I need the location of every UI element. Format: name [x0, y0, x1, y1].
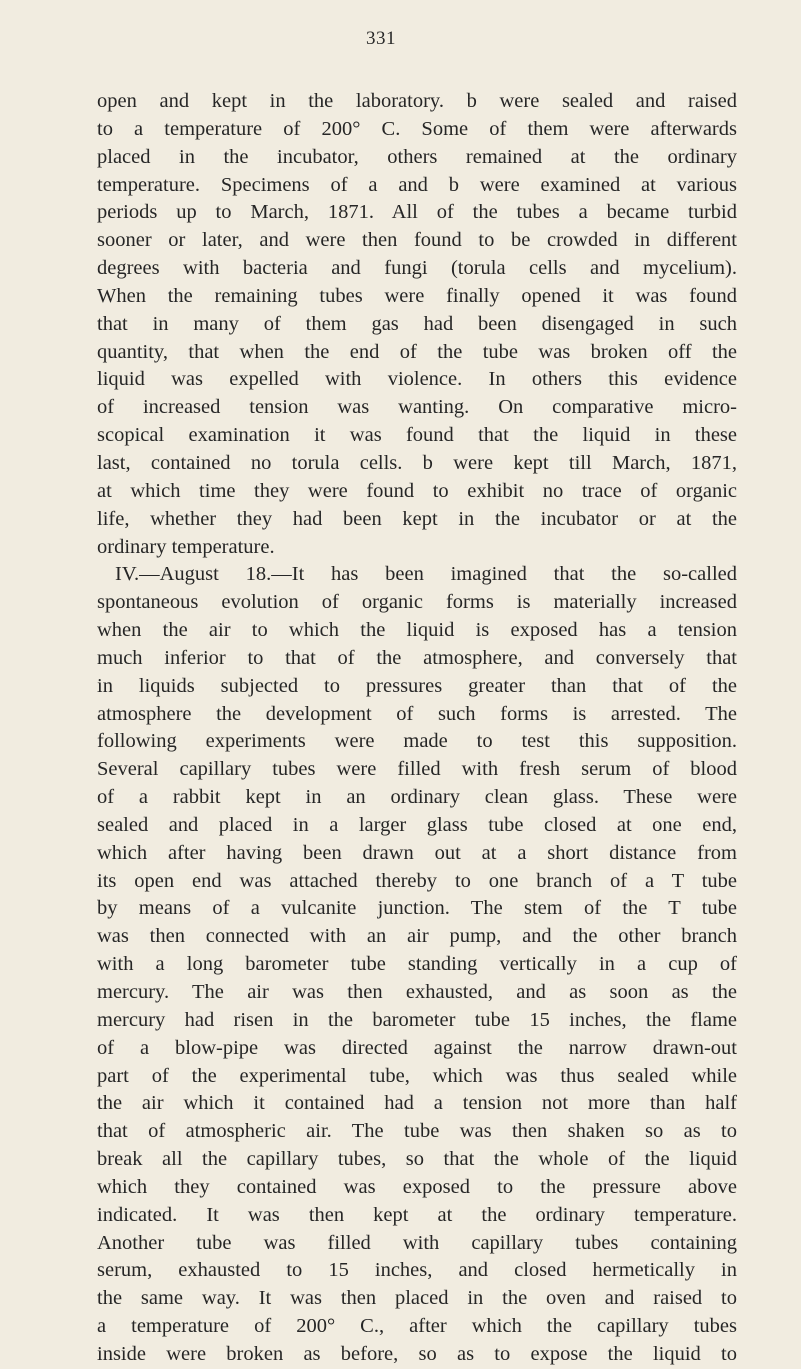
text-line: part of the experimental tube, which was thus sealed while [97, 1064, 737, 1087]
page-number: 331 [366, 28, 396, 49]
text-line: mercury had risen in the barometer tube 15 inches, the flame [97, 1008, 737, 1031]
text-line: that in many of them gas had been disengaged in such [97, 312, 737, 335]
text-line: liquid was expelled with violence. In others this evidence [97, 368, 737, 391]
text-line: scopical examination it was found that the liquid in these [97, 424, 737, 447]
text-line: break all the capillary tubes, so that the whole of the liquid [97, 1148, 737, 1171]
text-line: following experiments were made to test this supposition. [97, 730, 737, 753]
text-line: serum, exhausted to 15 inches, and closed hermetically in [97, 1259, 737, 1282]
section-heading-line: IV.—August 18.—It has been imagined that the so-called [115, 563, 737, 586]
text-line: at which time they were found to exhibit no trace of organic [97, 479, 737, 502]
text-line: of a blow-pipe was directed against the narrow drawn-out [97, 1036, 737, 1059]
text-line: sooner or later, and were then found to be crowded in different [97, 229, 737, 252]
text-line: when the air to which the liquid is exposed has a tension [97, 619, 737, 642]
text-line: to a temperature of 200° C. Some of them were afterwards [97, 117, 737, 140]
text-line: of a rabbit kept in an ordinary clean glass. These were [97, 786, 737, 809]
text-line: which they contained was exposed to the pressure above [97, 1175, 737, 1198]
text-line: sealed and placed in a larger glass tube closed at one end, [97, 813, 737, 836]
text-line: ordinary temperature. [97, 535, 275, 558]
text-line: the air which it contained had a tension not more than half [97, 1092, 737, 1115]
text-line: with a long barometer tube standing vertically in a cup of [97, 953, 737, 976]
text-line: periods up to March, 1871. All of the tubes a became turbid [97, 201, 737, 224]
text-line: a temperature of 200° C., after which the capillary tubes [97, 1315, 737, 1338]
text-line: of increased tension was wanting. On comparative micro- [97, 396, 737, 419]
text-line: quantity, that when the end of the tube was broken off the [97, 340, 737, 363]
text-line: by means of a vulcanite junction. The stem of the T tube [97, 897, 737, 920]
text-line: last, contained no torula cells. b were kept till March, 1871, [97, 451, 737, 474]
text-line: its open end was attached thereby to one branch of a T tube [97, 869, 737, 892]
text-line: Several capillary tubes were filled with fresh serum of blood [97, 758, 737, 781]
text-line: Another tube was filled with capillary tubes containing [97, 1231, 737, 1254]
text-line: atmosphere the development of such forms is arrested. The [97, 702, 737, 725]
text-line: inside were broken as before, so as to expose the liquid to [97, 1342, 737, 1365]
text-line: open and kept in the laboratory. b were sealed and raised [97, 90, 737, 112]
text-line: life, whether they had been kept in the incubator or at the [97, 507, 737, 530]
text-line: degrees with bacteria and fungi (torula cells and mycelium). [97, 257, 737, 280]
text-line: in liquids subjected to pressures greater than that of the [97, 674, 737, 697]
text-line: placed in the incubator, others remained at the ordinary [97, 145, 737, 168]
text-line: mercury. The air was then exhausted, and as soon as the [97, 981, 737, 1003]
text-line: that of atmospheric air. The tube was then shaken so as to [97, 1120, 737, 1143]
text-line: indicated. It was then kept at the ordinary temperature. [97, 1203, 737, 1226]
body-text [97, 88, 737, 1369]
text-line: which after having been drawn out at a short distance from [97, 841, 737, 864]
text-line: the same way. It was then placed in the oven and raised to [97, 1287, 737, 1310]
text-line: much inferior to that of the atmosphere, and conversely that [97, 646, 737, 669]
text-line: When the remaining tubes were finally opened it was found [97, 284, 737, 307]
text-line: spontaneous evolution of organic forms is materially increased [97, 591, 737, 614]
text-line: was then connected with an air pump, and the other branch [97, 925, 737, 948]
text-line: temperature. Specimens of a and b were examined at various [97, 173, 737, 196]
